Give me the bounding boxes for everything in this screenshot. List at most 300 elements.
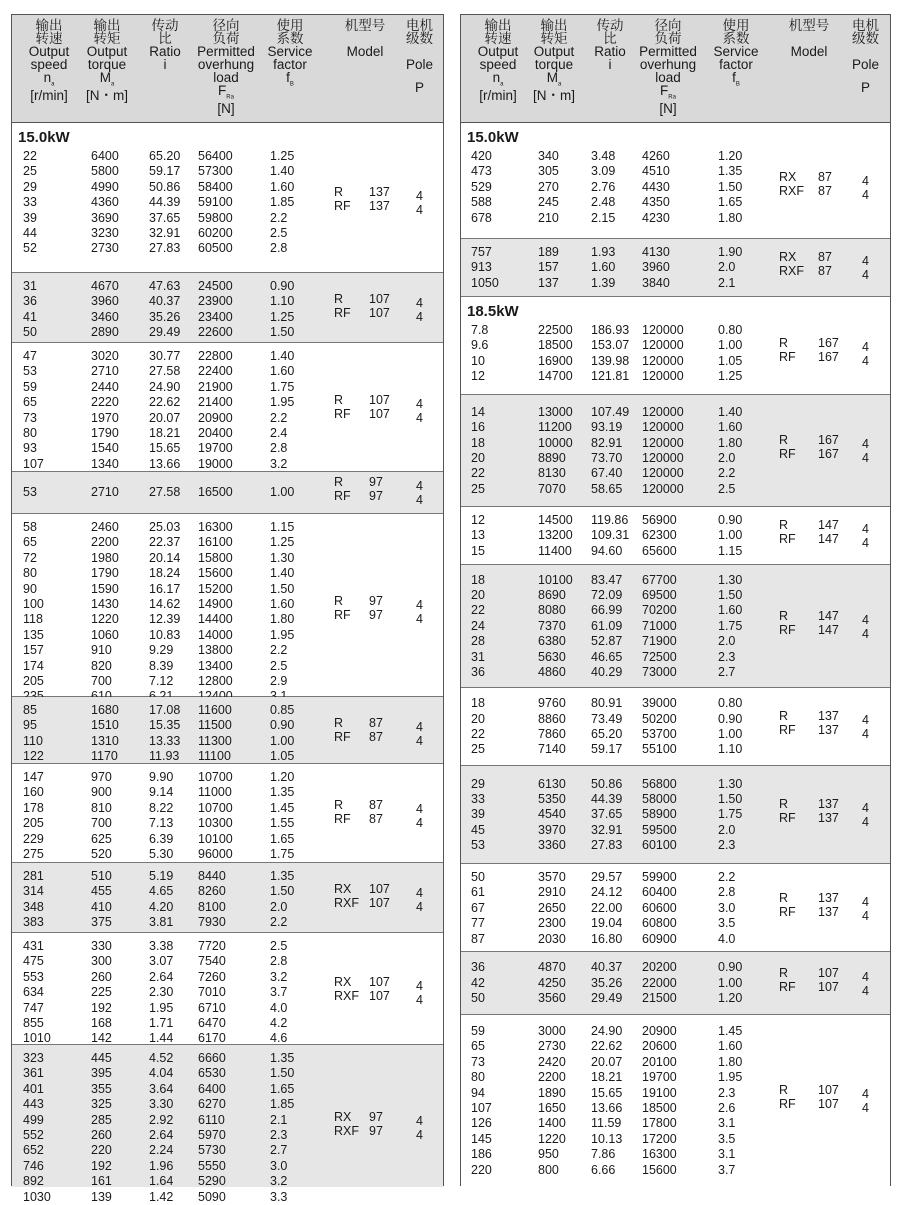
- ratio-cell: 29.49: [591, 991, 623, 1006]
- model-type: RF: [779, 622, 796, 637]
- load-cell: 7930: [198, 915, 226, 930]
- torque-cell: 300: [91, 954, 112, 969]
- torque-cell: 1510: [91, 718, 119, 733]
- load-cell: 20900: [642, 1024, 677, 1038]
- load-cell: 4130: [642, 245, 670, 259]
- ratio-cell: 5.19: [149, 869, 174, 883]
- table-row: [461, 369, 890, 384]
- ratio-cell: 30.77: [149, 349, 181, 363]
- service-factor-cell: 1.80: [718, 1054, 743, 1069]
- torque-cell: 3690: [91, 210, 119, 225]
- ratio-cell: 3.81: [149, 915, 174, 930]
- pole-value: 4: [416, 978, 423, 993]
- header-torque-cn: 转矩: [540, 31, 568, 46]
- load-cell: 8260: [198, 884, 226, 899]
- service-factor-cell: 1.75: [718, 807, 743, 822]
- speed-cell: 205: [23, 673, 44, 688]
- table-row: [12, 643, 443, 658]
- table-group: [12, 863, 443, 933]
- ratio-cell: 109.31: [591, 528, 630, 543]
- speed-cell: 634: [23, 985, 44, 1000]
- table-row: [461, 405, 890, 420]
- speed-cell: 20: [471, 587, 485, 602]
- load-cell: 56900: [642, 513, 677, 527]
- ratio-cell: 65.20: [591, 726, 623, 741]
- speed-cell: 186: [471, 1147, 492, 1162]
- load-cell: 4260: [642, 149, 670, 163]
- ratio-cell: 2.64: [149, 969, 174, 984]
- header-load-en: Permitted: [639, 44, 697, 59]
- torque-cell: 325: [91, 1097, 112, 1112]
- header-sf-cn: 系数: [722, 31, 750, 46]
- torque-cell: 3000: [538, 1024, 566, 1038]
- header-torque-en: torque: [87, 57, 127, 72]
- service-factor-cell: 1.35: [270, 785, 295, 800]
- torque-cell: 1890: [538, 1085, 566, 1100]
- load-cell: 6400: [198, 1081, 226, 1096]
- torque-cell: 7070: [538, 481, 566, 496]
- speed-cell: 29: [471, 776, 485, 791]
- model-type: R: [779, 709, 789, 723]
- service-factor-cell: 2.2: [270, 410, 288, 425]
- torque-cell: 2650: [538, 900, 566, 915]
- header-sf: [260, 19, 320, 89]
- table-row: [12, 457, 443, 472]
- model-size: 167: [818, 335, 839, 350]
- torque-cell: 1590: [91, 581, 119, 596]
- table-row: [12, 1190, 443, 1205]
- header-load-en: overhung: [197, 57, 255, 72]
- ratio-cell: 15.35: [149, 718, 181, 733]
- model-type: RF: [779, 447, 796, 461]
- symbol: f: [286, 70, 290, 85]
- load-cell: 58400: [198, 179, 233, 194]
- model-size: 107: [369, 291, 390, 306]
- torque-cell: 2730: [91, 241, 119, 256]
- load-cell: 14400: [198, 612, 233, 627]
- load-cell: 60500: [198, 241, 233, 256]
- header-torque: [524, 19, 584, 102]
- header-sf-en: factor: [719, 57, 753, 72]
- model-type: RXF: [779, 264, 804, 279]
- speed-cell: 45: [471, 822, 485, 837]
- model-size: 97: [369, 594, 383, 609]
- header-pole: [843, 19, 888, 94]
- load-cell: 53700: [642, 726, 677, 741]
- load-cell: 73000: [642, 664, 677, 679]
- ratio-cell: 20.07: [591, 1054, 623, 1069]
- model-size: 137: [369, 198, 390, 213]
- ratio-cell: 80.91: [591, 696, 623, 711]
- header-speed-en: speed: [479, 57, 517, 72]
- load-cell: 8100: [198, 899, 226, 914]
- service-factor-cell: 1.95: [270, 627, 295, 642]
- load-cell: 69500: [642, 587, 677, 602]
- speed-cell: 18: [471, 696, 485, 711]
- model-type: R: [334, 291, 344, 306]
- speed-cell: 147: [23, 770, 44, 784]
- table-group: [461, 864, 890, 952]
- load-cell: 7010: [198, 985, 226, 1000]
- torque-cell: 2460: [91, 520, 119, 534]
- header-speed-en: Output: [28, 44, 70, 59]
- load-cell: 55100: [642, 742, 677, 757]
- header-torque-cn: 转矩: [93, 31, 121, 46]
- load-cell: 20900: [198, 410, 233, 425]
- model-size: 107: [369, 895, 390, 910]
- service-factor-cell: 2.3: [718, 649, 736, 664]
- header-speed: [463, 19, 533, 102]
- header-sf: [705, 19, 767, 89]
- speed-cell: 588: [471, 195, 492, 210]
- load-cell: 21900: [198, 379, 233, 394]
- table-row: [12, 1066, 443, 1081]
- pole-value: 4: [862, 1087, 869, 1101]
- torque-cell: 305: [538, 164, 559, 179]
- header-load-cn: 径向: [654, 18, 682, 33]
- load-cell: 16300: [198, 520, 233, 534]
- load-cell: 20200: [642, 960, 677, 975]
- header-load: [633, 19, 703, 115]
- load-cell: 71000: [642, 618, 677, 633]
- load-cell: 5730: [198, 1143, 226, 1158]
- header-speed-cn: 输出: [484, 18, 512, 33]
- service-factor-cell: 1.20: [718, 149, 743, 163]
- table-group: [12, 697, 443, 764]
- model-type: RX: [779, 250, 797, 265]
- model-type: RF: [334, 305, 351, 320]
- pole-value: 4: [862, 522, 869, 537]
- ratio-cell: 94.60: [591, 543, 623, 558]
- speed-cell: 855: [23, 1015, 44, 1030]
- pole-value: 4: [862, 983, 869, 998]
- table-row: [12, 441, 443, 456]
- model-block: [12, 1110, 443, 1142]
- symbol: f: [732, 70, 736, 85]
- ratio-cell: 24.90: [591, 1024, 623, 1038]
- service-factor-cell: 1.50: [718, 791, 743, 806]
- service-factor-cell: 1.60: [270, 596, 295, 611]
- table-row: [461, 932, 890, 947]
- ratio-cell: 16.17: [149, 581, 181, 596]
- service-factor-cell: 2.2: [270, 643, 288, 658]
- model-type: RF: [334, 198, 351, 213]
- service-factor-cell: 2.0: [718, 822, 736, 837]
- ratio-cell: 22.00: [591, 900, 623, 915]
- table-group: [461, 395, 890, 507]
- table-group: [461, 239, 890, 297]
- ratio-cell: 44.39: [149, 195, 181, 210]
- header-speed: [14, 19, 84, 102]
- speed-cell: 22: [471, 726, 485, 741]
- model-block: [12, 392, 443, 425]
- torque-cell: 7370: [538, 618, 566, 633]
- speed-cell: 53: [23, 364, 37, 379]
- ratio-cell: 10.13: [591, 1131, 623, 1146]
- service-factor-cell: 2.2: [270, 915, 288, 930]
- model-size: 87: [369, 798, 383, 813]
- service-factor-cell: 1.95: [718, 1070, 743, 1085]
- load-cell: 15600: [198, 566, 233, 581]
- symbol: i: [163, 57, 167, 72]
- header-speed-cn: 输出: [35, 18, 63, 33]
- load-cell: 4510: [642, 164, 670, 179]
- ratio-cell: 15.65: [149, 441, 181, 456]
- service-factor-cell: 1.25: [718, 369, 743, 384]
- pole-value: 4: [862, 536, 869, 551]
- model-size: 87: [369, 812, 383, 827]
- ratio-cell: 3.07: [149, 954, 174, 969]
- table-group: [12, 123, 443, 273]
- service-factor-cell: 1.05: [718, 353, 743, 368]
- service-factor-cell: 3.1: [718, 1147, 736, 1162]
- model-type: RF: [779, 349, 796, 364]
- speed-cell: 52: [23, 241, 37, 256]
- load-cell: 120000: [642, 338, 684, 353]
- table-group: [461, 297, 890, 395]
- load-cell: 12800: [198, 673, 233, 688]
- ratio-cell: 1.60: [591, 260, 616, 275]
- service-factor-cell: 1.75: [270, 846, 295, 861]
- table-row: [12, 566, 443, 581]
- header-load-symbol: [633, 84, 703, 102]
- model-size: 97: [369, 608, 383, 623]
- header-torque-unit: [N・m]: [533, 87, 575, 103]
- speed-cell: 90: [23, 581, 37, 596]
- symbol-sub: B: [289, 81, 294, 88]
- torque-cell: 4990: [91, 179, 119, 194]
- service-factor-cell: 3.7: [718, 1162, 736, 1177]
- table-group: [12, 273, 443, 343]
- model-size: 87: [818, 264, 832, 279]
- speed-cell: 18: [471, 572, 485, 587]
- speed-cell: 122: [23, 749, 44, 764]
- table-group: [12, 472, 443, 514]
- model-size: 147: [818, 608, 839, 623]
- speed-cell: 757: [471, 245, 492, 259]
- torque-cell: 810: [91, 800, 112, 815]
- service-factor-cell: 2.0: [718, 634, 736, 649]
- service-factor-cell: 1.10: [270, 294, 295, 309]
- model-block: [12, 881, 443, 914]
- model-size: 147: [818, 518, 839, 533]
- load-cell: 59900: [642, 870, 677, 884]
- model-size: 107: [369, 881, 390, 896]
- load-cell: 60200: [198, 225, 233, 240]
- right-table: [460, 14, 891, 1186]
- pole-value: 4: [862, 187, 869, 202]
- torque-cell: 4360: [91, 195, 119, 210]
- service-factor-cell: 2.3: [270, 1127, 288, 1142]
- ratio-cell: 1.71: [149, 1015, 174, 1030]
- torque-cell: 3960: [91, 294, 119, 309]
- ratio-cell: 46.65: [591, 649, 623, 664]
- load-cell: 11000: [198, 785, 232, 800]
- torque-cell: 7140: [538, 742, 566, 757]
- ratio-cell: 7.86: [591, 1147, 616, 1162]
- header-torque-en: torque: [534, 57, 574, 72]
- symbol-sub: a: [51, 81, 55, 88]
- table-row: [461, 1163, 890, 1178]
- ratio-cell: 20.14: [149, 550, 181, 565]
- speed-cell: 14: [471, 404, 485, 419]
- speed-cell: 22: [23, 149, 37, 163]
- ratio-cell: 13.66: [591, 1100, 623, 1115]
- table-row: [461, 1147, 890, 1162]
- pole-value: 4: [416, 1114, 423, 1128]
- speed-cell: 16: [471, 420, 485, 435]
- model-type: R: [779, 433, 789, 447]
- load-cell: 50200: [642, 711, 677, 726]
- service-factor-cell: 2.7: [718, 664, 736, 679]
- speed-cell: 29: [23, 179, 37, 194]
- ratio-cell: 10.83: [149, 627, 181, 642]
- torque-cell: 189: [538, 245, 559, 259]
- load-cell: 62300: [642, 528, 677, 543]
- service-factor-cell: 1.20: [270, 770, 295, 784]
- torque-cell: 5630: [538, 649, 566, 664]
- header-sf-en: factor: [273, 57, 307, 72]
- header-ratio: [140, 19, 190, 71]
- service-factor-cell: 1.80: [718, 210, 743, 225]
- header-speed-symbol: [463, 71, 533, 89]
- load-cell: 16300: [642, 1147, 677, 1162]
- model-size: 97: [369, 475, 383, 489]
- service-factor-cell: 2.4: [270, 425, 288, 440]
- ratio-cell: 29.49: [149, 325, 181, 340]
- speed-cell: 174: [23, 658, 44, 673]
- service-factor-cell: 4.0: [270, 1000, 288, 1015]
- service-factor-cell: 2.5: [718, 481, 736, 496]
- ratio-cell: 3.64: [149, 1081, 174, 1096]
- model-size: 87: [818, 250, 832, 265]
- model-block: [461, 709, 890, 741]
- ratio-cell: 4.65: [149, 884, 174, 899]
- torque-cell: 260: [91, 1127, 112, 1142]
- torque-cell: 445: [91, 1051, 112, 1065]
- speed-cell: 65: [471, 1039, 485, 1054]
- service-factor-cell: 1.40: [718, 404, 743, 419]
- load-cell: 4430: [642, 179, 670, 194]
- speed-cell: 220: [471, 1162, 492, 1177]
- service-factor-cell: 1.50: [270, 325, 295, 340]
- ratio-cell: 13.33: [149, 733, 181, 748]
- model-size: 137: [818, 811, 839, 825]
- model-type: RF: [779, 811, 796, 825]
- speed-cell: 118: [23, 612, 43, 627]
- ratio-cell: 1.93: [591, 245, 616, 259]
- header-ratio-en: Ratio: [149, 44, 181, 59]
- ratio-cell: 6.39: [149, 831, 174, 846]
- load-cell: 5970: [198, 1127, 226, 1142]
- service-factor-cell: 1.10: [718, 742, 743, 757]
- table-row: [12, 426, 443, 441]
- pole-value: 4: [862, 801, 869, 815]
- load-cell: 60100: [642, 838, 677, 853]
- table-group: [12, 933, 443, 1045]
- torque-cell: 210: [538, 210, 559, 225]
- service-factor-cell: 2.0: [718, 450, 736, 465]
- speed-cell: 160: [23, 785, 44, 800]
- load-cell: 17200: [642, 1131, 677, 1146]
- speed-cell: 93: [23, 441, 37, 456]
- ratio-cell: 3.30: [149, 1097, 174, 1112]
- service-factor-cell: 1.90: [718, 245, 743, 259]
- model-type: RX: [334, 881, 352, 896]
- ratio-cell: 13.66: [149, 456, 181, 471]
- speed-cell: 473: [471, 164, 492, 179]
- service-factor-cell: 1.65: [270, 831, 295, 846]
- table-row: [461, 650, 890, 665]
- ratio-cell: 35.26: [149, 309, 181, 324]
- model-type: RF: [779, 979, 796, 994]
- model-size: 137: [818, 723, 839, 737]
- load-cell: 58900: [642, 807, 677, 822]
- table-row: [12, 164, 443, 179]
- table-row: [12, 1082, 443, 1097]
- ratio-cell: 2.48: [591, 195, 616, 210]
- table-group: [461, 123, 890, 239]
- ratio-cell: 5.30: [149, 846, 174, 861]
- torque-cell: 4250: [538, 975, 566, 990]
- service-factor-cell: 1.35: [718, 164, 743, 179]
- pole-value: 4: [416, 493, 423, 507]
- speed-cell: 107: [471, 1100, 492, 1115]
- model-type: RF: [334, 406, 351, 421]
- speed-cell: 529: [471, 179, 492, 194]
- header-pole-symbol: [397, 81, 442, 94]
- ratio-cell: 1.95: [149, 1000, 174, 1015]
- model-type: R: [334, 594, 344, 609]
- torque-cell: 900: [91, 785, 112, 800]
- speed-cell: 499: [23, 1112, 44, 1127]
- service-factor-cell: 0.85: [270, 703, 295, 717]
- torque-cell: 5350: [538, 791, 566, 806]
- load-cell: 22600: [198, 325, 233, 340]
- torque-cell: 3360: [538, 838, 566, 853]
- load-cell: 3840: [642, 275, 670, 290]
- speed-cell: 281: [23, 869, 44, 883]
- ratio-cell: 186.93: [591, 323, 630, 337]
- torque-cell: 3970: [538, 822, 566, 837]
- speed-cell: 25: [23, 164, 37, 179]
- ratio-cell: 52.87: [591, 634, 623, 649]
- table-row: [12, 551, 443, 566]
- table-row: [12, 535, 443, 550]
- ratio-cell: 67.40: [591, 466, 623, 481]
- torque-cell: 520: [91, 846, 112, 861]
- header-load: [190, 19, 262, 115]
- load-cell: 21400: [198, 395, 233, 410]
- header-torque-symbol: [524, 71, 584, 89]
- service-factor-cell: 1.80: [270, 612, 295, 627]
- ratio-cell: 15.65: [591, 1085, 623, 1100]
- speed-cell: 24: [471, 618, 485, 633]
- service-factor-cell: 3.5: [718, 1131, 736, 1146]
- speed-cell: 39: [471, 807, 485, 822]
- service-factor-cell: 1.00: [718, 975, 743, 990]
- speed-cell: 59: [471, 1024, 485, 1038]
- service-factor-cell: 1.75: [718, 618, 743, 633]
- speed-cell: 126: [471, 1116, 492, 1131]
- load-cell: 15800: [198, 550, 233, 565]
- ratio-cell: 72.09: [591, 587, 623, 602]
- load-cell: 56400: [198, 149, 233, 163]
- load-cell: 120000: [642, 435, 684, 450]
- speed-cell: 746: [23, 1158, 44, 1173]
- model-size: 137: [818, 709, 839, 723]
- speed-cell: 135: [23, 627, 44, 642]
